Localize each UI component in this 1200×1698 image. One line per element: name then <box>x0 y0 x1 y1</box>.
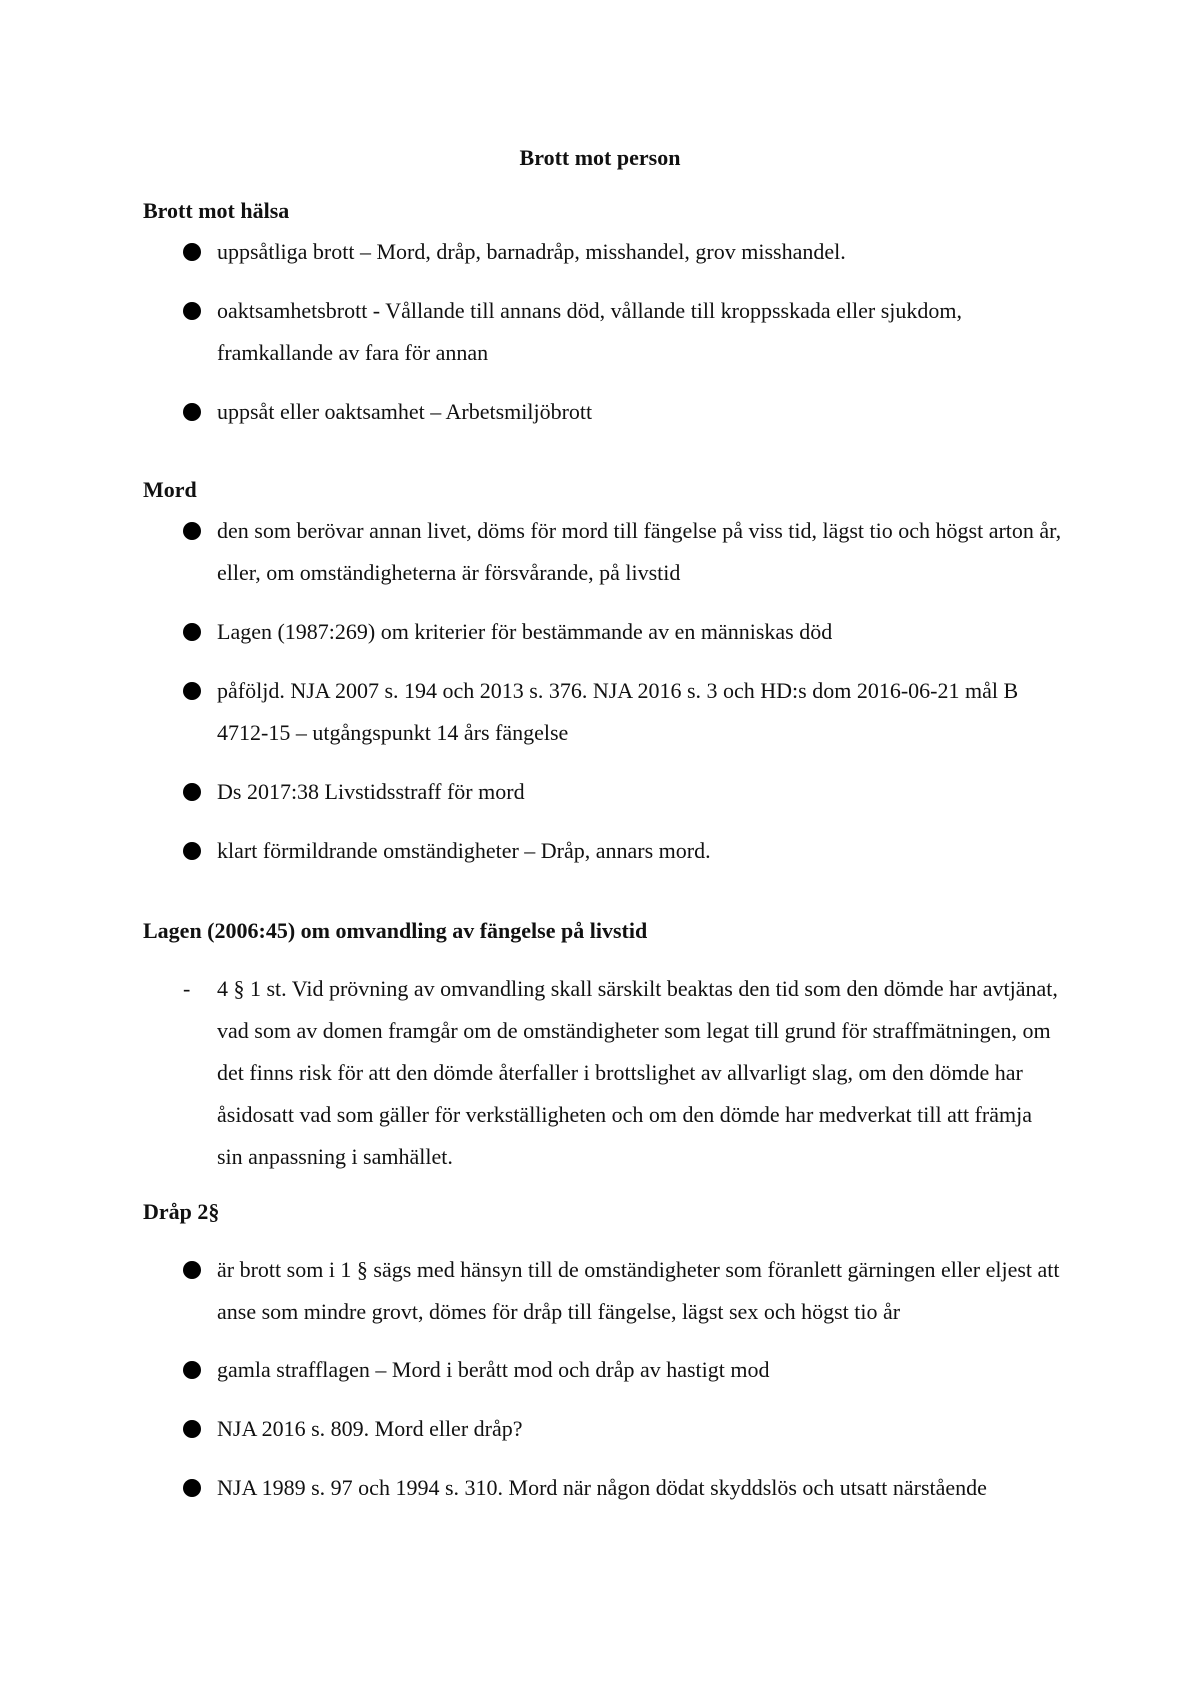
list-item: NJA 1989 s. 97 och 1994 s. 310. Mord när någon dödat skyddslös och utsatt närstående <box>143 1467 1063 1509</box>
bullet-icon <box>183 403 201 421</box>
list-item: - 4 § 1 st. Vid prövning av omvandling skall särskilt beaktas den tid som den dömde har avtjänat, vad som av domen framgår om de omständigheter som legat till grund för straffmätningen, om det finns risk för att den dömde återfaller i brottslighet av allvarligt slag, om den dömde har åsidosatt vad som gäller för verkställigheten och om den dömde har medverkat till att främja sin anpassning i samhället. <box>143 968 1063 1178</box>
bullet-icon <box>183 842 201 860</box>
list-item: gamla strafflagen – Mord i berått mod och dråp av hastigt mod <box>143 1349 1063 1391</box>
list-item: klart förmildrande omständigheter – Dråp, annars mord. <box>143 830 1063 872</box>
bullet-icon <box>183 1420 201 1438</box>
list-item: uppsåt eller oaktsamhet – Arbetsmiljöbrott <box>143 391 1063 433</box>
list-item: NJA 2016 s. 809. Mord eller dråp? <box>143 1408 1063 1450</box>
section-heading-drap: Dråp 2§ <box>143 1199 220 1224</box>
bullet-icon <box>183 623 201 641</box>
bullet-icon <box>183 243 201 261</box>
list-item: den som berövar annan livet, döms för mord till fängelse på viss tid, lägst tio och högst arton år, eller, om omständigheterna är försvårande, på livstid <box>143 510 1063 594</box>
bullet-icon <box>183 302 201 320</box>
list-item: är brott som i 1 § sägs med hänsyn till de omständigheter som föranlett gärningen eller eljest att anse som mindre grovt, dömes för dråp till fängelse, lägst sex och högst tio år <box>143 1249 1063 1333</box>
section-heading-brott-mot-halsa: Brott mot hälsa <box>143 198 290 223</box>
bullet-icon <box>183 522 201 540</box>
list-item: Ds 2017:38 Livstidsstraff för mord <box>143 771 1063 813</box>
bullet-icon <box>183 1361 201 1379</box>
bullet-icon <box>183 682 201 700</box>
list-item: oaktsamhetsbrott - Vållande till annans död, vållande till kroppsskada eller sjukdom, framkallande av fara för annan <box>143 290 1063 374</box>
document-title: Brott mot person <box>519 145 681 170</box>
list-item: uppsåtliga brott – Mord, dråp, barnadråp, misshandel, grov misshandel. <box>143 231 1063 273</box>
bullet-icon <box>183 783 201 801</box>
bullet-icon <box>183 1261 201 1279</box>
list-item: Lagen (1987:269) om kriterier för bestämmande av en människas död <box>143 611 1063 653</box>
list-item: påföljd. NJA 2007 s. 194 och 2013 s. 376. NJA 2016 s. 3 och HD:s dom 2016-06-21 mål B 4712-15 – utgångspunkt 14 års fängelse <box>143 670 1063 754</box>
dash-marker: - <box>183 976 191 1001</box>
bullet-icon <box>183 1479 201 1497</box>
section-heading-mord: Mord <box>143 477 197 502</box>
section-heading-lagen-omvandling: Lagen (2006:45) om omvandling av fängelse på livstid <box>143 918 648 943</box>
